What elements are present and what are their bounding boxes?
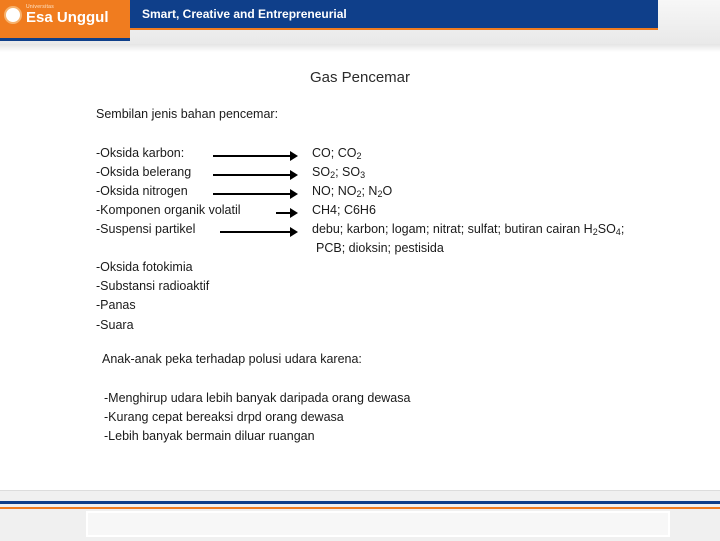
compound-row: PCB; dioksin; pestisida bbox=[316, 241, 444, 255]
header-accent-line bbox=[130, 28, 658, 30]
list-item: -Substansi radioaktif bbox=[96, 279, 210, 293]
list-item: -Panas bbox=[96, 298, 136, 312]
logo-caption: Universitas bbox=[26, 4, 55, 10]
list-item: -Kurang cepat bereaksi drpd orang dewasa bbox=[104, 410, 344, 424]
header-band bbox=[130, 0, 658, 28]
tagline: Smart, Creative and Entrepreneurial bbox=[142, 7, 347, 21]
emblem-icon bbox=[4, 6, 22, 24]
list-item: -Oksida karbon: bbox=[96, 146, 185, 160]
arrow-icon bbox=[213, 174, 296, 176]
top-divider bbox=[0, 44, 720, 52]
arrow-icon bbox=[220, 231, 296, 233]
university-logo bbox=[0, 0, 130, 41]
list-item: -Menghirup udara lebih banyak daripada orang dewasa bbox=[104, 391, 411, 405]
arrow-icon bbox=[213, 193, 296, 195]
arrow-icon bbox=[213, 155, 296, 157]
list-item: -Komponen organik volatil bbox=[96, 203, 241, 217]
logo-text: Esa Unggul bbox=[26, 9, 109, 26]
list-item: -Lebih banyak bermain diluar ruangan bbox=[104, 429, 315, 443]
list-item: -Oksida fotokimia bbox=[96, 260, 193, 274]
header-bar bbox=[0, 0, 720, 44]
footer-bar bbox=[0, 490, 720, 541]
heading-pollutant-types: Sembilan jenis bahan pencemar: bbox=[96, 107, 279, 121]
list-item: -Oksida belerang bbox=[96, 165, 192, 179]
compound-row: $SO_2$; $SO_3$ bbox=[312, 165, 366, 180]
heading-children: Anak-anak peka terhadap polusi udara karena: bbox=[102, 352, 362, 366]
compound-row: CO; $CO_2$ bbox=[312, 146, 362, 161]
footer-panel bbox=[86, 511, 670, 537]
compound-row: CH4; C6H6 bbox=[312, 203, 376, 217]
compound-row: debu; karbon; logam; nitrat; sulfat; butiran cairan $H_2SO_4$; bbox=[312, 222, 625, 237]
footer-accent-line bbox=[0, 507, 720, 509]
slide-title: Gas Pencemar bbox=[309, 69, 411, 86]
arrow-icon bbox=[276, 212, 296, 214]
list-item: -Suspensi partikel bbox=[96, 222, 196, 236]
footer-line bbox=[0, 501, 720, 504]
compound-row: NO; $NO_2$; $N_2O$ bbox=[312, 184, 393, 199]
list-item: -Oksida nitrogen bbox=[96, 184, 188, 198]
list-item: -Suara bbox=[96, 318, 134, 332]
